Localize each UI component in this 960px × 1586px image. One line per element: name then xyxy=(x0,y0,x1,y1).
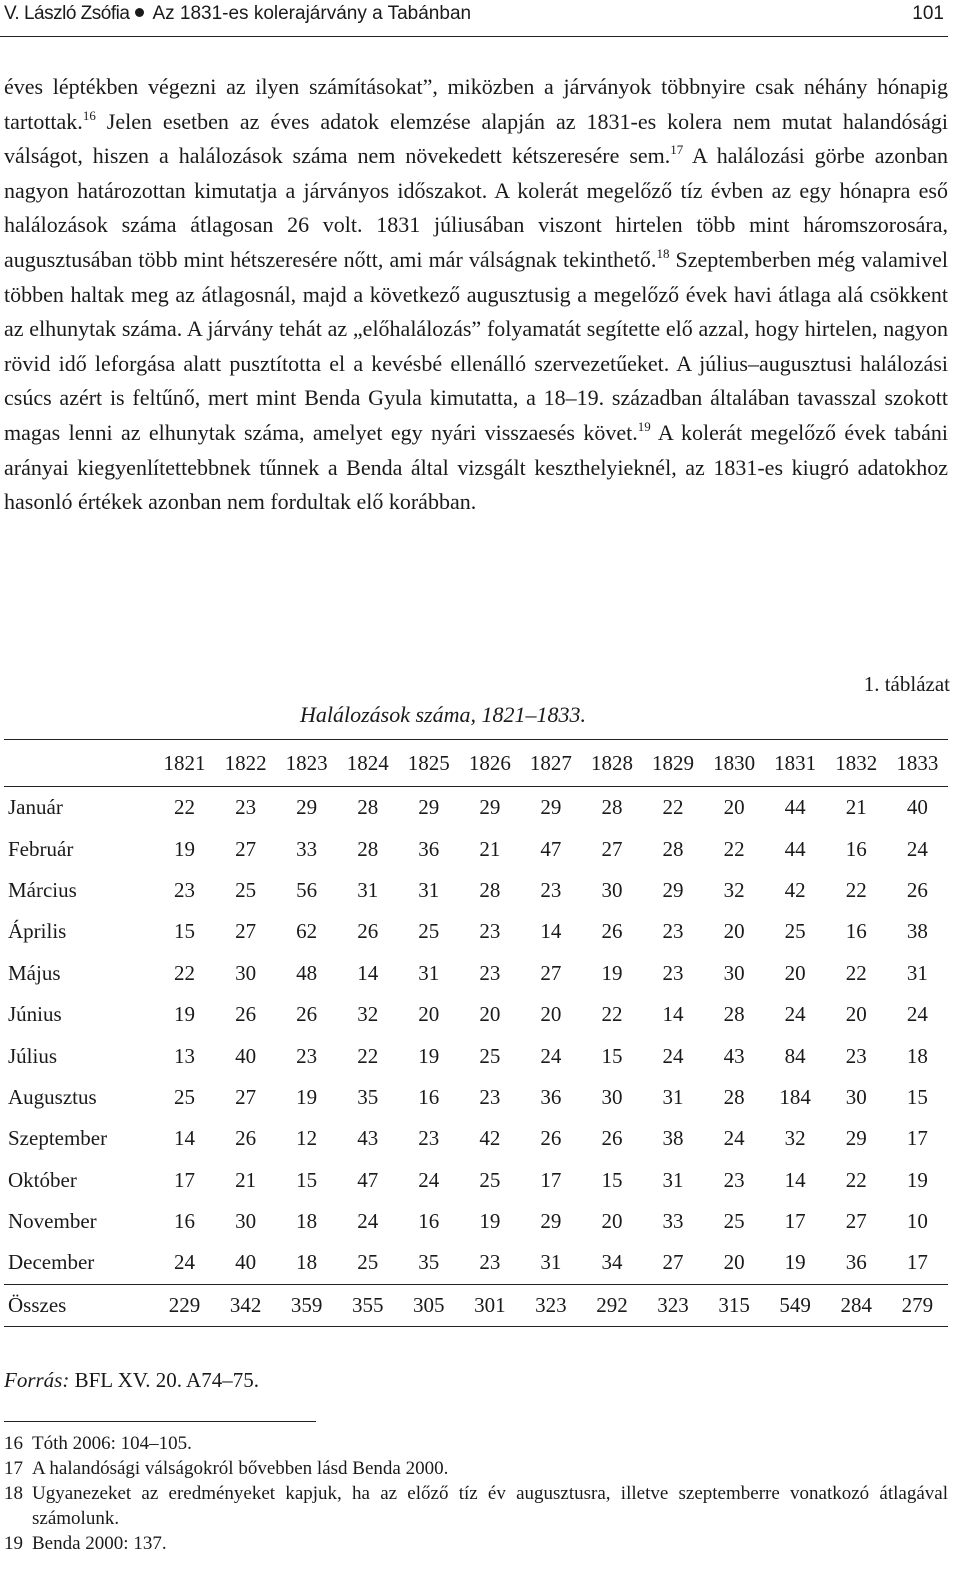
value-cell: 17 xyxy=(174,1167,196,1192)
month-cell: Április xyxy=(8,919,67,944)
value-cell: 23 xyxy=(662,960,684,985)
value-cell: 23 xyxy=(479,960,501,985)
value-cell: 35 xyxy=(418,1250,440,1275)
table-header-row xyxy=(4,740,948,787)
value-cell: 27 xyxy=(601,836,623,861)
value-cell: 84 xyxy=(784,1043,806,1068)
month-cell: Július xyxy=(8,1043,58,1068)
value-cell: 19 xyxy=(479,1209,501,1234)
table-row xyxy=(4,911,948,952)
value-cell: 27 xyxy=(845,1209,867,1234)
value-cell: 20 xyxy=(601,1209,623,1234)
sentence: Szeptemberben még valamivel többen haltak meg az átlagosnál, majd a következő augusztusig a megelőző évek havi átlaga alá csökkent az elhunytak száma. A járvány tehát az „előhalálozás” folyamatát segítette elő azzal, hogy hirtelen, nagyon rövid idő leforgása alatt pusztította el a kevésbé ellenálló szervezetűeket. A július–augusztusi halálozási csúcs azért is feltűnő, mert mint Benda Gyula kimutatta, a 18–19. században általában tavasszal szokott magas lenni az elhunytak száma, amelyet egy nyári visszaesés követ. xyxy=(4,246,948,445)
header-author: V. László Zsófia xyxy=(4,3,130,24)
value-cell: 21 xyxy=(845,795,867,820)
value-cell: 23 xyxy=(235,795,257,820)
footnote-ref-18[interactable]: 18 xyxy=(656,245,670,261)
value-cell: 23 xyxy=(418,1126,440,1151)
value-cell: 30 xyxy=(235,1209,257,1234)
value-cell: 23 xyxy=(479,919,501,944)
total-cell: 229 xyxy=(168,1292,201,1317)
value-cell: 25 xyxy=(723,1209,745,1234)
total-label: Összes xyxy=(8,1292,67,1317)
value-cell: 30 xyxy=(235,960,257,985)
value-cell: 18 xyxy=(296,1209,318,1234)
value-cell: 23 xyxy=(479,1084,501,1109)
value-cell: 26 xyxy=(235,1126,257,1151)
value-cell: 40 xyxy=(906,795,928,820)
footnote-18 xyxy=(4,1481,948,1531)
value-cell: 31 xyxy=(418,877,440,902)
value-cell: 14 xyxy=(357,960,379,985)
sentence: Jelen esetben az éves adatok elemzése alapján az 1831-es kolera nem mutat halandósági válságot, hiszen a halálozások száma nem növekedett kétszeresére sem. xyxy=(4,108,948,169)
value-cell: 30 xyxy=(845,1084,867,1109)
month-cell: Szeptember xyxy=(8,1126,108,1151)
footnote-divider xyxy=(4,1421,316,1422)
table-row xyxy=(4,1160,948,1201)
value-cell: 23 xyxy=(540,877,562,902)
value-cell: 44 xyxy=(784,795,806,820)
value-cell: 18 xyxy=(296,1250,318,1275)
value-cell: 38 xyxy=(906,919,928,944)
year-header: 1829 xyxy=(652,750,695,775)
value-cell: 16 xyxy=(845,919,867,944)
value-cell: 25 xyxy=(357,1250,379,1275)
value-cell: 28 xyxy=(723,1084,745,1109)
year-header: 1828 xyxy=(590,750,633,775)
table-row xyxy=(4,787,948,829)
year-header: 1831 xyxy=(774,750,817,775)
value-cell: 31 xyxy=(418,960,440,985)
value-cell: 24 xyxy=(540,1043,562,1068)
value-cell: 43 xyxy=(723,1043,745,1068)
table-row xyxy=(4,1035,948,1076)
table-row xyxy=(4,994,948,1035)
value-cell: 15 xyxy=(174,919,196,944)
value-cell: 24 xyxy=(662,1043,684,1068)
value-cell: 15 xyxy=(601,1167,623,1192)
footnote-19 xyxy=(4,1531,948,1556)
table-label: 1. táblázat xyxy=(863,672,950,696)
value-cell: 20 xyxy=(418,1002,440,1027)
value-cell: 28 xyxy=(357,836,379,861)
year-header: 1825 xyxy=(407,750,450,775)
value-cell: 28 xyxy=(479,877,501,902)
value-cell: 27 xyxy=(662,1250,684,1275)
value-cell: 29 xyxy=(662,877,684,902)
value-cell: 40 xyxy=(235,1043,257,1068)
value-cell: 36 xyxy=(540,1084,562,1109)
footnote-number: 16 xyxy=(4,1433,23,1454)
value-cell: 24 xyxy=(174,1250,196,1275)
footnote-number: 19 xyxy=(4,1533,23,1554)
value-cell: 25 xyxy=(235,877,257,902)
value-cell: 24 xyxy=(906,1002,928,1027)
value-cell: 24 xyxy=(723,1126,745,1151)
value-cell: 22 xyxy=(723,836,745,861)
corner-cell xyxy=(4,740,154,787)
footnote-number: 17 xyxy=(4,1458,23,1479)
value-cell: 23 xyxy=(845,1043,867,1068)
value-cell: 26 xyxy=(235,1002,257,1027)
value-cell: 29 xyxy=(540,795,562,820)
value-cell: 43 xyxy=(357,1126,379,1151)
value-cell: 30 xyxy=(601,877,623,902)
footnote-number: 18 xyxy=(4,1483,23,1504)
table-row xyxy=(4,1077,948,1118)
value-cell: 35 xyxy=(357,1084,379,1109)
footnote-17 xyxy=(4,1456,948,1481)
month-cell: Március xyxy=(8,877,77,902)
header-title: Az 1831-es kolerajárvány a Tabánban xyxy=(152,3,472,24)
running-header xyxy=(0,0,948,37)
value-cell: 29 xyxy=(540,1209,562,1234)
value-cell: 20 xyxy=(723,795,745,820)
body-paragraph xyxy=(4,70,948,520)
table-row xyxy=(4,1242,948,1284)
footnote-ref-19[interactable]: 19 xyxy=(637,418,651,434)
value-cell: 28 xyxy=(357,795,379,820)
value-cell: 19 xyxy=(174,836,196,861)
value-cell: 24 xyxy=(906,836,928,861)
value-cell: 10 xyxy=(906,1209,928,1234)
value-cell: 29 xyxy=(845,1126,867,1151)
value-cell: 19 xyxy=(784,1250,806,1275)
total-cell: 359 xyxy=(290,1292,323,1317)
value-cell: 29 xyxy=(479,795,501,820)
value-cell: 25 xyxy=(479,1043,501,1068)
value-cell: 27 xyxy=(235,919,257,944)
value-cell: 26 xyxy=(296,1002,318,1027)
value-cell: 15 xyxy=(601,1043,623,1068)
value-cell: 31 xyxy=(662,1167,684,1192)
year-header: 1823 xyxy=(285,750,328,775)
value-cell: 62 xyxy=(296,919,318,944)
value-cell: 32 xyxy=(357,1002,379,1027)
table-row xyxy=(4,953,948,994)
value-cell: 26 xyxy=(601,1126,623,1151)
value-cell: 29 xyxy=(296,795,318,820)
value-cell: 36 xyxy=(418,836,440,861)
table-body xyxy=(4,787,948,1327)
value-cell: 23 xyxy=(174,877,196,902)
value-cell: 28 xyxy=(601,795,623,820)
table-row xyxy=(4,1118,948,1159)
value-cell: 19 xyxy=(296,1084,318,1109)
value-cell: 27 xyxy=(235,836,257,861)
sentence: A kolerát megelőző évek tabáni arányai kiegyenlítettebbnek tűnnek a Benda által vizsgált keszthelyieknél, az 1831-es kiugró adatokhoz hasonló értékek azonban nem fordultak elő korábban. xyxy=(4,419,949,515)
value-cell: 25 xyxy=(418,919,440,944)
value-cell: 42 xyxy=(479,1126,501,1151)
value-cell: 30 xyxy=(601,1084,623,1109)
value-cell: 32 xyxy=(784,1126,806,1151)
footnote-ref-17[interactable]: 17 xyxy=(670,142,684,158)
table-row xyxy=(4,828,948,869)
footnote-text: Tóth 2006: 104–105. xyxy=(32,1433,192,1454)
value-cell: 16 xyxy=(418,1209,440,1234)
footnote-text: Benda 2000: 137. xyxy=(32,1533,167,1554)
year-header: 1830 xyxy=(713,750,756,775)
value-cell: 17 xyxy=(784,1209,806,1234)
value-cell: 34 xyxy=(601,1250,623,1275)
footnote-16 xyxy=(4,1431,948,1456)
value-cell: 28 xyxy=(662,836,684,861)
value-cell: 22 xyxy=(174,960,196,985)
value-cell: 26 xyxy=(540,1126,562,1151)
page-number: 101 xyxy=(912,3,944,24)
total-row xyxy=(4,1284,948,1326)
value-cell: 14 xyxy=(662,1002,684,1027)
year-header: 1821 xyxy=(163,750,206,775)
table-row xyxy=(4,1201,948,1242)
value-cell: 17 xyxy=(540,1167,562,1192)
value-cell: 22 xyxy=(845,960,867,985)
year-header: 1827 xyxy=(529,750,572,775)
value-cell: 26 xyxy=(357,919,379,944)
bullet-icon xyxy=(135,8,144,17)
footnote-text: Ugyanezeket az eredményeket kapjuk, ha az előző tíz év augusztusra, illetve szeptemberre vonatkozó átlagával számolunk. xyxy=(32,1483,948,1529)
value-cell: 30 xyxy=(723,960,745,985)
header-left xyxy=(4,0,471,28)
value-cell: 24 xyxy=(357,1209,379,1234)
value-cell: 20 xyxy=(540,1002,562,1027)
month-cell: Június xyxy=(8,1002,62,1027)
value-cell: 22 xyxy=(845,1167,867,1192)
footnotes xyxy=(4,1431,948,1556)
total-cell: 355 xyxy=(351,1292,384,1317)
value-cell: 32 xyxy=(723,877,745,902)
value-cell: 47 xyxy=(540,836,562,861)
value-cell: 21 xyxy=(235,1167,257,1192)
value-cell: 22 xyxy=(845,877,867,902)
value-cell: 14 xyxy=(540,919,562,944)
value-cell: 25 xyxy=(479,1167,501,1192)
source-label: Forrás: xyxy=(4,1368,70,1392)
value-cell: 36 xyxy=(845,1250,867,1275)
value-cell: 21 xyxy=(479,836,501,861)
total-cell: 279 xyxy=(901,1292,934,1317)
value-cell: 42 xyxy=(784,877,806,902)
value-cell: 20 xyxy=(845,1002,867,1027)
year-header: 1833 xyxy=(896,750,939,775)
value-cell: 22 xyxy=(601,1002,623,1027)
year-header: 1824 xyxy=(346,750,389,775)
footnote-text: A halandósági válságokról bővebben lásd Benda 2000. xyxy=(32,1458,449,1479)
value-cell: 31 xyxy=(906,960,928,985)
value-cell: 31 xyxy=(540,1250,562,1275)
value-cell: 12 xyxy=(296,1126,318,1151)
value-cell: 27 xyxy=(540,960,562,985)
sentence: A halálozási görbe azonban nagyon határozottan kimutatja a járványos időszakot. A kolerát megelőző tíz évben az egy hónapra eső halálozások száma átlagosan 26 volt. 1831 júliusában viszont hirtelen több mint háromszorosára, augusztusában több mint hétszeresére nőtt, ami már válságnak tekinthető. xyxy=(4,143,948,272)
value-cell: 22 xyxy=(174,795,196,820)
month-cell: Január xyxy=(8,795,63,820)
value-cell: 24 xyxy=(418,1167,440,1192)
value-cell: 184 xyxy=(779,1084,811,1109)
value-cell: 23 xyxy=(296,1043,318,1068)
value-cell: 27 xyxy=(235,1084,257,1109)
year-header: 1826 xyxy=(468,750,511,775)
sentence: éves léptékben végezni az ilyen számításokat”, miközben a járványok többnyire csak néhány hónapig tartottak. xyxy=(4,74,948,134)
total-cell: 292 xyxy=(596,1292,628,1317)
value-cell: 26 xyxy=(906,877,928,902)
total-cell: 549 xyxy=(779,1292,811,1317)
month-cell: Február xyxy=(8,836,74,861)
table-row xyxy=(4,870,948,911)
value-cell: 29 xyxy=(418,795,440,820)
month-cell: Október xyxy=(8,1167,77,1192)
year-header: 1822 xyxy=(224,750,267,775)
value-cell: 48 xyxy=(296,960,318,985)
value-cell: 19 xyxy=(418,1043,440,1068)
value-cell: 26 xyxy=(601,919,623,944)
value-cell: 19 xyxy=(174,1002,196,1027)
paragraph xyxy=(4,70,948,520)
value-cell: 28 xyxy=(723,1002,745,1027)
value-cell: 22 xyxy=(662,795,684,820)
total-cell: 305 xyxy=(413,1292,445,1317)
table-source xyxy=(4,1368,259,1393)
value-cell: 47 xyxy=(357,1167,379,1192)
value-cell: 31 xyxy=(357,877,379,902)
value-cell: 16 xyxy=(418,1084,440,1109)
value-cell: 15 xyxy=(296,1167,318,1192)
value-cell: 38 xyxy=(662,1126,684,1151)
total-cell: 323 xyxy=(535,1292,567,1317)
value-cell: 16 xyxy=(174,1209,196,1234)
value-cell: 14 xyxy=(174,1126,196,1151)
month-cell: November xyxy=(8,1209,97,1234)
value-cell: 23 xyxy=(723,1167,745,1192)
value-cell: 20 xyxy=(479,1002,501,1027)
value-cell: 15 xyxy=(906,1084,928,1109)
value-cell: 13 xyxy=(174,1043,196,1068)
value-cell: 17 xyxy=(906,1126,928,1151)
value-cell: 20 xyxy=(723,1250,745,1275)
value-cell: 44 xyxy=(784,836,806,861)
value-cell: 31 xyxy=(662,1084,684,1109)
value-cell: 56 xyxy=(296,877,318,902)
source-text: BFL XV. 20. A74–75. xyxy=(69,1368,259,1392)
value-cell: 25 xyxy=(784,919,806,944)
value-cell: 25 xyxy=(174,1084,196,1109)
value-cell: 33 xyxy=(296,836,318,861)
mortality-table xyxy=(4,739,948,1327)
value-cell: 19 xyxy=(601,960,623,985)
value-cell: 18 xyxy=(906,1043,928,1068)
value-cell: 23 xyxy=(662,919,684,944)
total-cell: 315 xyxy=(718,1292,750,1317)
value-cell: 20 xyxy=(723,919,745,944)
value-cell: 17 xyxy=(906,1250,928,1275)
month-cell: Május xyxy=(8,960,61,985)
value-cell: 24 xyxy=(784,1002,806,1027)
total-cell: 284 xyxy=(840,1292,872,1317)
value-cell: 14 xyxy=(784,1167,806,1192)
value-cell: 23 xyxy=(479,1250,501,1275)
value-cell: 19 xyxy=(906,1167,928,1192)
total-cell: 342 xyxy=(229,1292,262,1317)
value-cell: 40 xyxy=(235,1250,257,1275)
value-cell: 22 xyxy=(357,1043,379,1068)
total-cell: 301 xyxy=(474,1292,506,1317)
month-cell: December xyxy=(8,1250,95,1275)
total-cell: 323 xyxy=(657,1292,689,1317)
year-header: 1832 xyxy=(835,750,878,775)
footnote-ref-16[interactable]: 16 xyxy=(82,107,96,123)
value-cell: 33 xyxy=(662,1209,684,1234)
month-cell: Augusztus xyxy=(8,1084,97,1109)
value-cell: 16 xyxy=(845,836,867,861)
value-cell: 20 xyxy=(784,960,806,985)
table-title: Halálozások száma, 1821–1833. xyxy=(300,702,587,727)
